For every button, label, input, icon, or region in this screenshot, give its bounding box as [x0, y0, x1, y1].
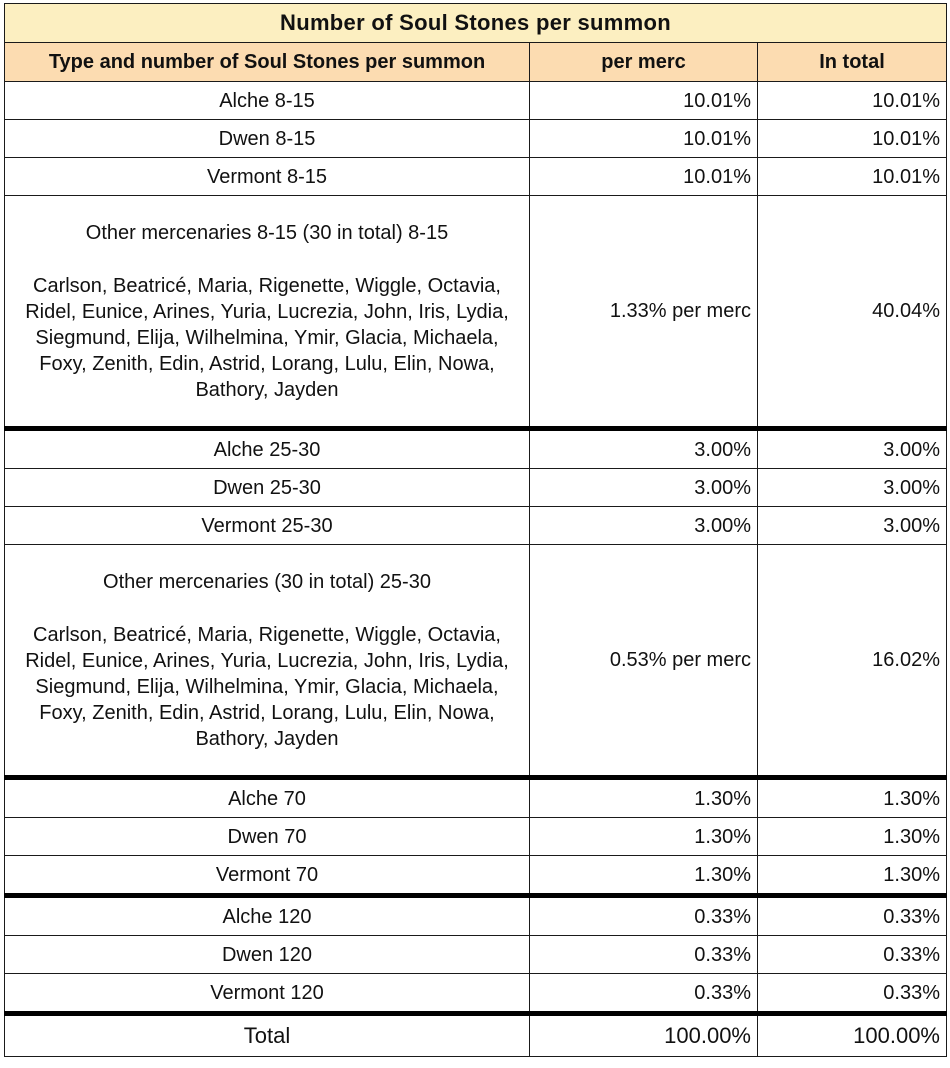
row-in-total: 0.33%	[758, 936, 947, 974]
row-per-merc: 1.30%	[530, 818, 758, 856]
table-header-row	[5, 43, 947, 82]
row-per-merc: 1.30%	[530, 778, 758, 818]
table-row	[5, 429, 947, 469]
table-row	[5, 856, 947, 896]
row-per-merc: 10.01%	[530, 82, 758, 120]
row-type: Vermont 70	[5, 856, 530, 896]
row-in-total: 10.01%	[758, 158, 947, 196]
total-row	[5, 1014, 947, 1057]
row-per-merc: 0.53% per merc	[530, 545, 758, 778]
row-per-merc: 1.33% per merc	[530, 196, 758, 429]
row-in-total: 1.30%	[758, 778, 947, 818]
row-type	[5, 196, 530, 429]
row-type: Alche 25-30	[5, 429, 530, 469]
row-per-merc: 3.00%	[530, 507, 758, 545]
row-in-total: 3.00%	[758, 507, 947, 545]
row-per-merc: 10.01%	[530, 120, 758, 158]
row-in-total: 1.30%	[758, 818, 947, 856]
total-per-merc: 100.00%	[530, 1014, 758, 1057]
row-in-total: 40.04%	[758, 196, 947, 429]
row-in-total: 10.01%	[758, 120, 947, 158]
table-row	[5, 158, 947, 196]
table-row	[5, 196, 947, 429]
table-row	[5, 545, 947, 778]
row-type-title: Other mercenaries (30 in total) 25-30	[103, 570, 431, 593]
row-type: Dwen 120	[5, 936, 530, 974]
header-in-total: In total	[758, 43, 947, 82]
soul-stones-table	[4, 3, 947, 1057]
row-per-merc: 3.00%	[530, 429, 758, 469]
row-type: Dwen 8-15	[5, 120, 530, 158]
table-row	[5, 896, 947, 936]
header-per-merc: per merc	[530, 43, 758, 82]
row-in-total: 0.33%	[758, 896, 947, 936]
row-in-total: 0.33%	[758, 974, 947, 1014]
table-row	[5, 936, 947, 974]
row-type: Vermont 25-30	[5, 507, 530, 545]
row-type	[5, 545, 530, 778]
row-in-total: 10.01%	[758, 82, 947, 120]
header-type: Type and number of Soul Stones per summon	[5, 43, 530, 82]
table-title: Number of Soul Stones per summon	[5, 4, 947, 43]
row-per-merc: 0.33%	[530, 974, 758, 1014]
total-in-total: 100.00%	[758, 1014, 947, 1057]
mercenary-list: Carlson, Beatricé, Maria, Rigenette, Wiggle, Octavia, Ridel, Eunice, Arines, Yuria, Lucrezia, John, Iris, Lydia, Siegmund, Elija, Wilhelmina, Ymir, Glacia, Michaela, Foxy, Zenith, Edin, Astrid, Lorang, Lulu, Elin, Nowa, Bathory, Jayden	[25, 274, 509, 401]
row-per-merc: 1.30%	[530, 856, 758, 896]
mercenary-list: Carlson, Beatricé, Maria, Rigenette, Wiggle, Octavia, Ridel, Eunice, Arines, Yuria, Lucrezia, John, Iris, Lydia, Siegmund, Elija, Wilhelmina, Ymir, Glacia, Michaela, Foxy, Zenith, Edin, Astrid, Lorang, Lulu, Elin, Nowa, Bathory, Jayden	[25, 623, 509, 750]
row-in-total: 3.00%	[758, 469, 947, 507]
row-type: Dwen 25-30	[5, 469, 530, 507]
row-per-merc: 3.00%	[530, 469, 758, 507]
table-row	[5, 82, 947, 120]
table-row	[5, 778, 947, 818]
table-row	[5, 818, 947, 856]
table-row	[5, 469, 947, 507]
row-per-merc: 0.33%	[530, 896, 758, 936]
row-in-total: 1.30%	[758, 856, 947, 896]
row-type: Vermont 120	[5, 974, 530, 1014]
total-label: Total	[5, 1014, 530, 1057]
row-in-total: 3.00%	[758, 429, 947, 469]
row-type-title: Other mercenaries 8-15 (30 in total) 8-15	[85, 221, 449, 244]
table-row	[5, 974, 947, 1014]
row-type: Dwen 70	[5, 818, 530, 856]
table-title-row	[5, 4, 947, 43]
row-in-total: 16.02%	[758, 545, 947, 778]
row-type: Alche 70	[5, 778, 530, 818]
row-type: Vermont 8-15	[5, 158, 530, 196]
row-per-merc: 0.33%	[530, 936, 758, 974]
row-per-merc: 10.01%	[530, 158, 758, 196]
row-type: Alche 120	[5, 896, 530, 936]
row-type: Alche 8-15	[5, 82, 530, 120]
table-row	[5, 507, 947, 545]
table-row	[5, 120, 947, 158]
